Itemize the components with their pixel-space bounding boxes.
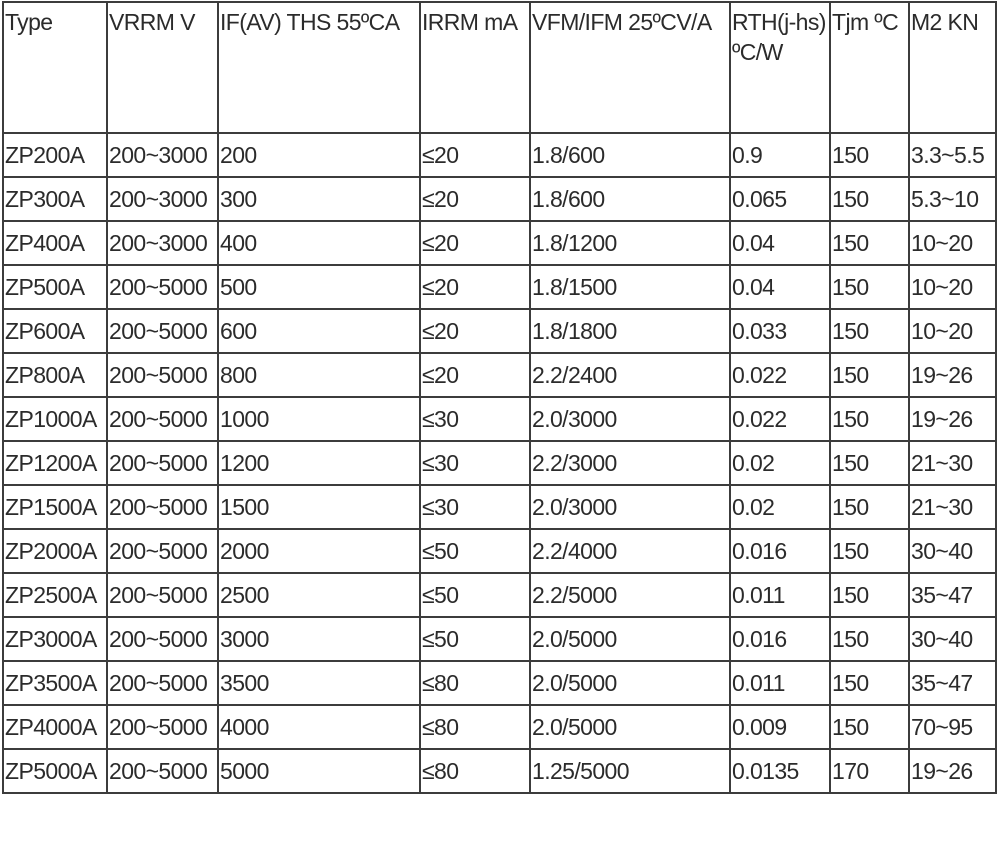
table-row — [3, 529, 996, 573]
column-header-type: Type — [3, 2, 107, 133]
column-header-m2: M2 KN — [909, 2, 996, 133]
cell-ifav: 1500 — [218, 485, 420, 529]
cell-m2: 70~95 — [909, 705, 996, 749]
cell-vfm-ifm: 1.25/5000 — [530, 749, 730, 793]
cell-tjm: 150 — [830, 529, 909, 573]
cell-type: ZP2500A — [3, 573, 107, 617]
cell-rth: 0.022 — [730, 353, 830, 397]
table-row — [3, 177, 996, 221]
table-body — [3, 133, 996, 793]
cell-vfm-ifm: 1.8/1800 — [530, 309, 730, 353]
cell-vfm-ifm: 2.2/2400 — [530, 353, 730, 397]
cell-rth: 0.009 — [730, 705, 830, 749]
cell-type: ZP2000A — [3, 529, 107, 573]
cell-m2: 19~26 — [909, 353, 996, 397]
cell-ifav: 5000 — [218, 749, 420, 793]
cell-m2: 30~40 — [909, 617, 996, 661]
table-row — [3, 265, 996, 309]
cell-vrrm: 200~3000 — [107, 177, 218, 221]
cell-vrrm: 200~3000 — [107, 133, 218, 177]
cell-vrrm: 200~5000 — [107, 441, 218, 485]
cell-tjm: 150 — [830, 661, 909, 705]
cell-ifav: 2500 — [218, 573, 420, 617]
cell-vrrm: 200~5000 — [107, 705, 218, 749]
column-header-irrm: IRRM mA — [420, 2, 530, 133]
cell-m2: 35~47 — [909, 573, 996, 617]
cell-tjm: 150 — [830, 133, 909, 177]
cell-type: ZP400A — [3, 221, 107, 265]
cell-rth: 0.011 — [730, 661, 830, 705]
cell-rth: 0.02 — [730, 485, 830, 529]
cell-rth: 0.04 — [730, 221, 830, 265]
cell-type: ZP4000A — [3, 705, 107, 749]
cell-irrm: ≤50 — [420, 573, 530, 617]
cell-vfm-ifm: 2.2/4000 — [530, 529, 730, 573]
cell-type: ZP600A — [3, 309, 107, 353]
cell-irrm: ≤20 — [420, 221, 530, 265]
cell-type: ZP3000A — [3, 617, 107, 661]
cell-irrm: ≤80 — [420, 705, 530, 749]
table-row — [3, 661, 996, 705]
cell-tjm: 150 — [830, 485, 909, 529]
table-row — [3, 221, 996, 265]
cell-vfm-ifm: 2.0/5000 — [530, 705, 730, 749]
cell-type: ZP500A — [3, 265, 107, 309]
cell-rth: 0.016 — [730, 617, 830, 661]
cell-vfm-ifm: 2.0/5000 — [530, 617, 730, 661]
cell-type: ZP1000A — [3, 397, 107, 441]
table-row — [3, 705, 996, 749]
cell-tjm: 150 — [830, 177, 909, 221]
cell-vfm-ifm: 2.0/5000 — [530, 661, 730, 705]
table-row — [3, 617, 996, 661]
table-row — [3, 485, 996, 529]
cell-vrrm: 200~5000 — [107, 617, 218, 661]
cell-rth: 0.011 — [730, 573, 830, 617]
cell-ifav: 4000 — [218, 705, 420, 749]
cell-irrm: ≤30 — [420, 485, 530, 529]
cell-rth: 0.022 — [730, 397, 830, 441]
cell-tjm: 150 — [830, 397, 909, 441]
cell-vfm-ifm: 1.8/1500 — [530, 265, 730, 309]
cell-rth: 0.04 — [730, 265, 830, 309]
cell-m2: 35~47 — [909, 661, 996, 705]
cell-irrm: ≤50 — [420, 529, 530, 573]
cell-irrm: ≤80 — [420, 749, 530, 793]
cell-m2: 30~40 — [909, 529, 996, 573]
cell-ifav: 3000 — [218, 617, 420, 661]
column-header-vrrm: VRRM V — [107, 2, 218, 133]
cell-vrrm: 200~5000 — [107, 661, 218, 705]
spec-table — [2, 1, 997, 794]
cell-type: ZP300A — [3, 177, 107, 221]
table-row — [3, 133, 996, 177]
cell-type: ZP200A — [3, 133, 107, 177]
cell-irrm: ≤30 — [420, 397, 530, 441]
cell-vrrm: 200~5000 — [107, 309, 218, 353]
table-row — [3, 397, 996, 441]
cell-irrm: ≤20 — [420, 309, 530, 353]
cell-vfm-ifm: 1.8/600 — [530, 133, 730, 177]
cell-m2: 19~26 — [909, 397, 996, 441]
cell-tjm: 150 — [830, 221, 909, 265]
cell-rth: 0.033 — [730, 309, 830, 353]
table-row — [3, 441, 996, 485]
cell-vfm-ifm: 2.2/3000 — [530, 441, 730, 485]
column-header-vfm-ifm: VFM/IFM 25ºCV/A — [530, 2, 730, 133]
cell-rth: 0.02 — [730, 441, 830, 485]
cell-ifav: 2000 — [218, 529, 420, 573]
cell-ifav: 600 — [218, 309, 420, 353]
cell-irrm: ≤80 — [420, 661, 530, 705]
cell-vrrm: 200~5000 — [107, 529, 218, 573]
cell-rth: 0.0135 — [730, 749, 830, 793]
cell-type: ZP5000A — [3, 749, 107, 793]
cell-m2: 21~30 — [909, 441, 996, 485]
cell-type: ZP1200A — [3, 441, 107, 485]
cell-irrm: ≤20 — [420, 353, 530, 397]
table-row — [3, 749, 996, 793]
cell-vrrm: 200~5000 — [107, 573, 218, 617]
cell-ifav: 300 — [218, 177, 420, 221]
cell-m2: 19~26 — [909, 749, 996, 793]
cell-irrm: ≤20 — [420, 177, 530, 221]
cell-vrrm: 200~5000 — [107, 485, 218, 529]
cell-vrrm: 200~5000 — [107, 265, 218, 309]
cell-rth: 0.9 — [730, 133, 830, 177]
cell-tjm: 150 — [830, 353, 909, 397]
cell-ifav: 400 — [218, 221, 420, 265]
cell-tjm: 150 — [830, 573, 909, 617]
cell-vfm-ifm: 1.8/1200 — [530, 221, 730, 265]
cell-tjm: 170 — [830, 749, 909, 793]
cell-irrm: ≤50 — [420, 617, 530, 661]
cell-m2: 3.3~5.5 — [909, 133, 996, 177]
cell-irrm: ≤20 — [420, 133, 530, 177]
cell-type: ZP3500A — [3, 661, 107, 705]
cell-m2: 10~20 — [909, 221, 996, 265]
table-row — [3, 573, 996, 617]
column-header-ifav: IF(AV) THS 55ºCA — [218, 2, 420, 133]
table-row — [3, 353, 996, 397]
cell-type: ZP1500A — [3, 485, 107, 529]
cell-ifav: 200 — [218, 133, 420, 177]
cell-vfm-ifm: 1.8/600 — [530, 177, 730, 221]
cell-m2: 10~20 — [909, 309, 996, 353]
cell-vrrm: 200~5000 — [107, 749, 218, 793]
cell-ifav: 500 — [218, 265, 420, 309]
cell-vrrm: 200~5000 — [107, 353, 218, 397]
cell-ifav: 800 — [218, 353, 420, 397]
cell-type: ZP800A — [3, 353, 107, 397]
column-header-rth: RTH(j-hs) ºC/W — [730, 2, 830, 133]
cell-m2: 10~20 — [909, 265, 996, 309]
header-row — [3, 2, 996, 133]
cell-irrm: ≤20 — [420, 265, 530, 309]
cell-vfm-ifm: 2.2/5000 — [530, 573, 730, 617]
cell-vfm-ifm: 2.0/3000 — [530, 397, 730, 441]
cell-irrm: ≤30 — [420, 441, 530, 485]
cell-ifav: 3500 — [218, 661, 420, 705]
cell-ifav: 1000 — [218, 397, 420, 441]
cell-tjm: 150 — [830, 617, 909, 661]
cell-tjm: 150 — [830, 309, 909, 353]
cell-rth: 0.016 — [730, 529, 830, 573]
cell-ifav: 1200 — [218, 441, 420, 485]
table-row — [3, 309, 996, 353]
cell-vrrm: 200~3000 — [107, 221, 218, 265]
cell-m2: 5.3~10 — [909, 177, 996, 221]
cell-m2: 21~30 — [909, 485, 996, 529]
cell-rth: 0.065 — [730, 177, 830, 221]
cell-tjm: 150 — [830, 705, 909, 749]
column-header-tjm: Tjm ºC — [830, 2, 909, 133]
cell-tjm: 150 — [830, 265, 909, 309]
cell-vrrm: 200~5000 — [107, 397, 218, 441]
cell-tjm: 150 — [830, 441, 909, 485]
cell-vfm-ifm: 2.0/3000 — [530, 485, 730, 529]
